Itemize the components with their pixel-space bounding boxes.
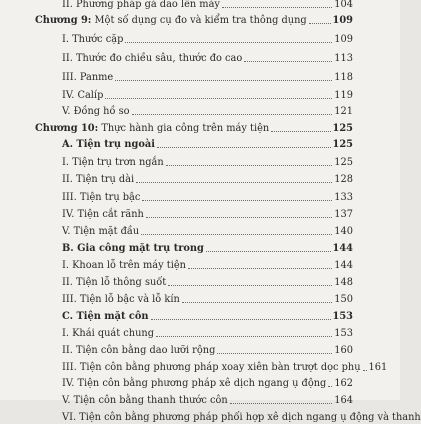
toc-entry-page: 144: [332, 243, 353, 254]
dot-leader: [157, 147, 331, 148]
toc-entry-title: III. Tiện lỗ bậc và lỗ kín: [62, 294, 180, 305]
toc-section-title: B. Gia công mặt trụ trong: [62, 243, 204, 254]
dot-leader: [142, 200, 332, 201]
toc-entry-page: 118: [334, 72, 353, 83]
toc-chapter-title: [35, 15, 307, 27]
toc-entry: [62, 70, 353, 84]
toc-section: [62, 241, 353, 255]
dot-leader: [105, 98, 332, 99]
chapter-name: Thực hành gia công trên máy tiện: [98, 123, 270, 134]
toc-entry-page: 148: [334, 277, 353, 288]
toc-entry-title: V. Tiện côn bằng thanh thước côn: [62, 395, 228, 406]
dot-leader: [222, 7, 332, 8]
toc-entry: [62, 292, 353, 306]
toc-entry-title: III. Tiện trụ bậc: [62, 192, 141, 203]
toc-entry: [62, 172, 353, 186]
dot-leader: [182, 302, 333, 303]
toc-entry-page: 162: [334, 378, 354, 389]
toc-entry-page: 128: [334, 174, 353, 185]
toc-entry: [62, 88, 353, 102]
toc-entry-page: 153: [332, 311, 353, 322]
dot-leader: [230, 403, 333, 404]
toc-entry-page: 125: [334, 157, 353, 168]
toc-entry: [62, 343, 353, 357]
toc-entry: [62, 224, 353, 238]
dot-leader: [363, 370, 367, 371]
toc-entry-page: 109: [332, 15, 353, 26]
toc-entry-title: II. Tiện côn bằng dao lưỡi rộng: [62, 345, 216, 356]
toc-entry-title: V. Tiện mặt đầu: [62, 226, 140, 237]
toc-entry-page: 113: [334, 53, 353, 64]
toc-entry: [62, 0, 353, 11]
toc-entry-title: IV. Tiện cắt rãnh: [62, 209, 144, 220]
toc-entry-title: I. Khái quát chung: [62, 328, 154, 339]
toc-entry-page: 150: [334, 294, 353, 305]
toc-entry-page: 161: [368, 362, 388, 373]
toc-entry: [62, 190, 353, 204]
toc-chapter-title: [35, 123, 269, 135]
toc-entry-title: IV. Tiện côn bằng phương pháp xê dịch ngang ụ động: [62, 378, 327, 389]
dot-leader: [156, 336, 332, 337]
dot-leader: [271, 131, 330, 132]
toc-chapter: [35, 13, 353, 27]
dot-leader: [168, 285, 332, 286]
dot-leader: [136, 182, 332, 183]
toc-section-title: A. Tiện trụ ngoài: [62, 139, 155, 150]
toc-entry-page: 104: [334, 0, 353, 10]
toc-entry: [62, 376, 353, 390]
toc-section: [62, 309, 353, 323]
toc-section: [62, 137, 353, 151]
dot-leader: [146, 217, 332, 218]
toc-entry-title: I. Tiện trụ trơn ngắn: [62, 157, 164, 168]
toc-section-title: C. Tiện mặt côn: [62, 311, 149, 322]
chapter-name: Một số dụng cụ đo và kiểm tra thông dụng: [91, 15, 307, 26]
toc-entry-title: III. Panme: [62, 72, 114, 83]
toc-entry-title: IV. Calíp: [62, 90, 104, 101]
toc-entry-title: II. Thước đo chiều sâu, thước đo cao: [62, 53, 243, 64]
dot-leader: [328, 386, 332, 387]
toc-entry: [62, 32, 353, 46]
toc-entry-page: 109: [334, 34, 353, 45]
dot-leader: [115, 80, 332, 81]
toc-entry-page: 164: [334, 395, 353, 406]
dot-leader: [141, 234, 332, 235]
chapter-number: Chương 10:: [35, 123, 99, 134]
toc-entry: [62, 410, 421, 424]
toc-entry-title: II. Phương pháp gá dao lên máy: [62, 0, 220, 10]
dot-leader: [217, 353, 332, 354]
toc-entry: [62, 207, 353, 221]
toc-entry-page: 160: [334, 345, 353, 356]
toc-entry-title: II. Tiện trụ dài: [62, 174, 135, 185]
toc-entry: [62, 393, 353, 407]
dot-leader: [244, 61, 332, 62]
toc-entry: [62, 360, 388, 374]
toc-entry: [62, 51, 353, 65]
toc-entry-page: 133: [334, 192, 353, 203]
toc-entry: [62, 258, 353, 272]
dot-leader: [188, 268, 332, 269]
chapter-number: Chương 9:: [35, 15, 92, 26]
toc-entry-page: 125: [332, 123, 353, 134]
dot-leader: [166, 165, 333, 166]
toc-entry-page: 137: [334, 209, 353, 220]
toc-entry-title: I. Khoan lỗ trên máy tiện: [62, 260, 186, 271]
toc-chapter: [35, 121, 353, 135]
toc-entry-title: V. Đồng hồ so: [62, 106, 130, 117]
toc-entry: [62, 155, 353, 169]
toc-entry-page: 125: [332, 139, 353, 150]
toc-entry-title: III. Tiện côn bằng phương pháp xoay xiên bàn trượt dọc phụ: [62, 362, 361, 373]
dot-leader: [132, 114, 333, 115]
toc-entry-page: 119: [334, 90, 353, 101]
toc-entry-page: 140: [334, 226, 353, 237]
dot-leader: [125, 42, 332, 43]
toc-entry: [62, 326, 353, 340]
dot-leader: [151, 319, 331, 320]
dot-leader: [309, 23, 331, 24]
toc-entry-page: 153: [334, 328, 353, 339]
toc-entry-title: II. Tiện lỗ thông suốt: [62, 277, 167, 288]
toc-entry: [62, 104, 353, 118]
toc-entry-title: VI. Tiện côn bằng phương pháp phối hợp xê dịch ngang ụ động và thanh: [62, 412, 421, 423]
toc-entry-title: I. Thước cặp: [62, 34, 124, 45]
toc-entry: [62, 275, 353, 289]
toc-entry-page: 144: [334, 260, 353, 271]
dot-leader: [206, 251, 331, 252]
toc-entry-page: 121: [334, 106, 353, 117]
